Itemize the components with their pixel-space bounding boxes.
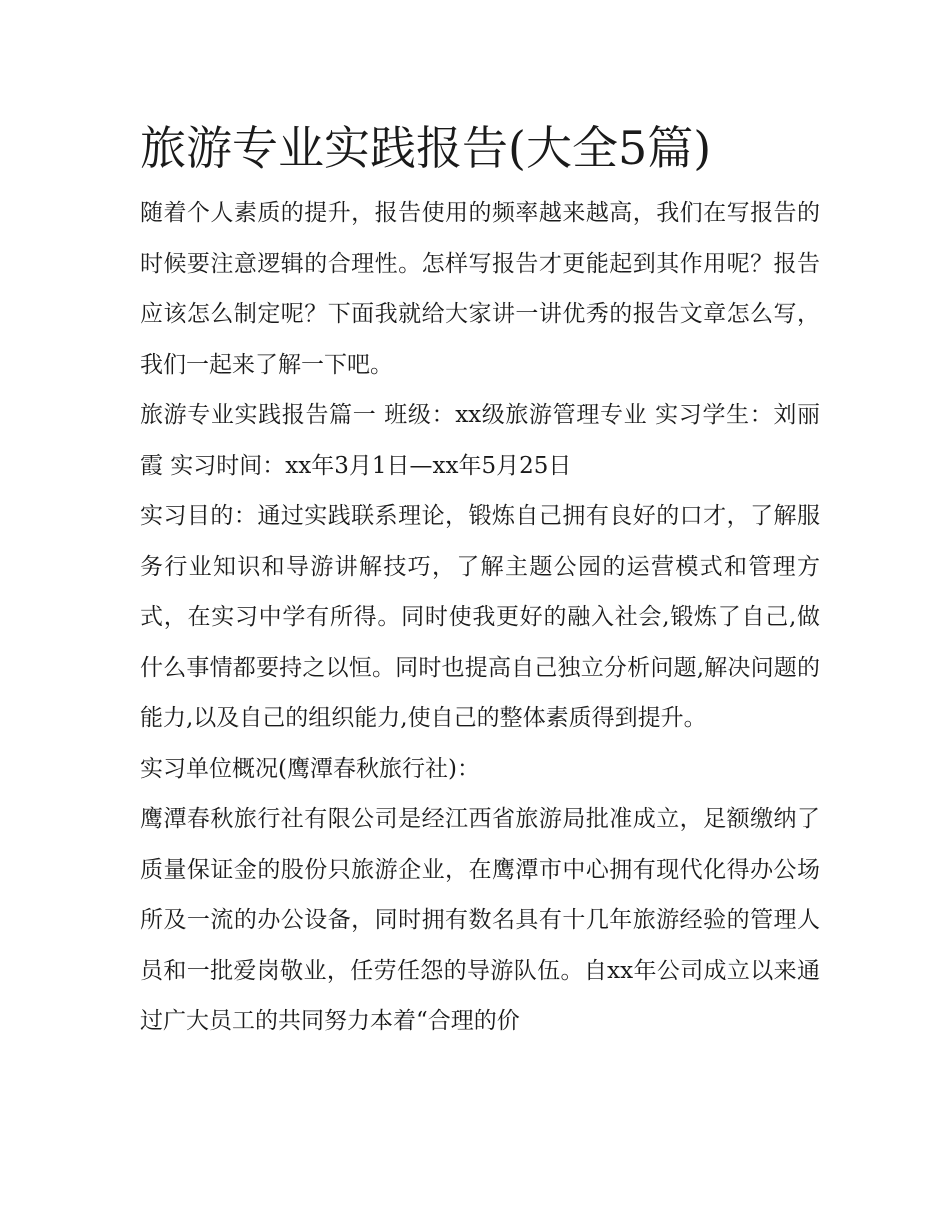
paragraph-unit-overview: 鹰潭春秋旅行社有限公司是经江西省旅游局批准成立，足额缴纳了质量保证金的股份只旅游企业，在鹰潭市中心拥有现代化得办公场所及一流的办公设备，同时拥有数名具有十几年旅游经验的管理人员和一批爱岗敬业，任劳任怨的导游队伍。自xx年公司成立以来通过广大员工的共同努力本着“合理的价 xyxy=(140,806,820,1034)
document-page xyxy=(140,112,820,1047)
paragraph-purpose: 实习目的：通过实践联系理论，锻炼自己拥有良好的口才，了解服务行业知识和导游讲解技巧，了解主题公园的运营模式和管理方式，在实习中学有所得。同时使我更好的融入社会,锻炼了自己,做什么事情都要持之以恒。同时也提高自己独立分析问题,解决问题的能力,以及自己的组织能力,使自己的整体素质得到提升。 xyxy=(140,503,820,731)
paragraph-intro: 随着个人素质的提升，报告使用的频率越来越高，我们在写报告的时候要注意逻辑的合理性。怎样写报告才更能起到其作用呢？报告应该怎么制定呢？下面我就给大家讲一讲优秀的报告文章怎么写，我们一起来了解一下吧。 xyxy=(140,200,820,378)
paragraph-unit-heading: 实习单位概况(鹰潭春秋旅行社)： xyxy=(140,755,480,782)
paragraph-class-info: 旅游专业实践报告篇一 班级：xx级旅游管理专业 实习学生：刘丽霞 实习时间：xx年3月1日—xx年5月25日 xyxy=(140,402,820,479)
document-title: 旅游专业实践报告(大全5篇) xyxy=(140,121,712,175)
